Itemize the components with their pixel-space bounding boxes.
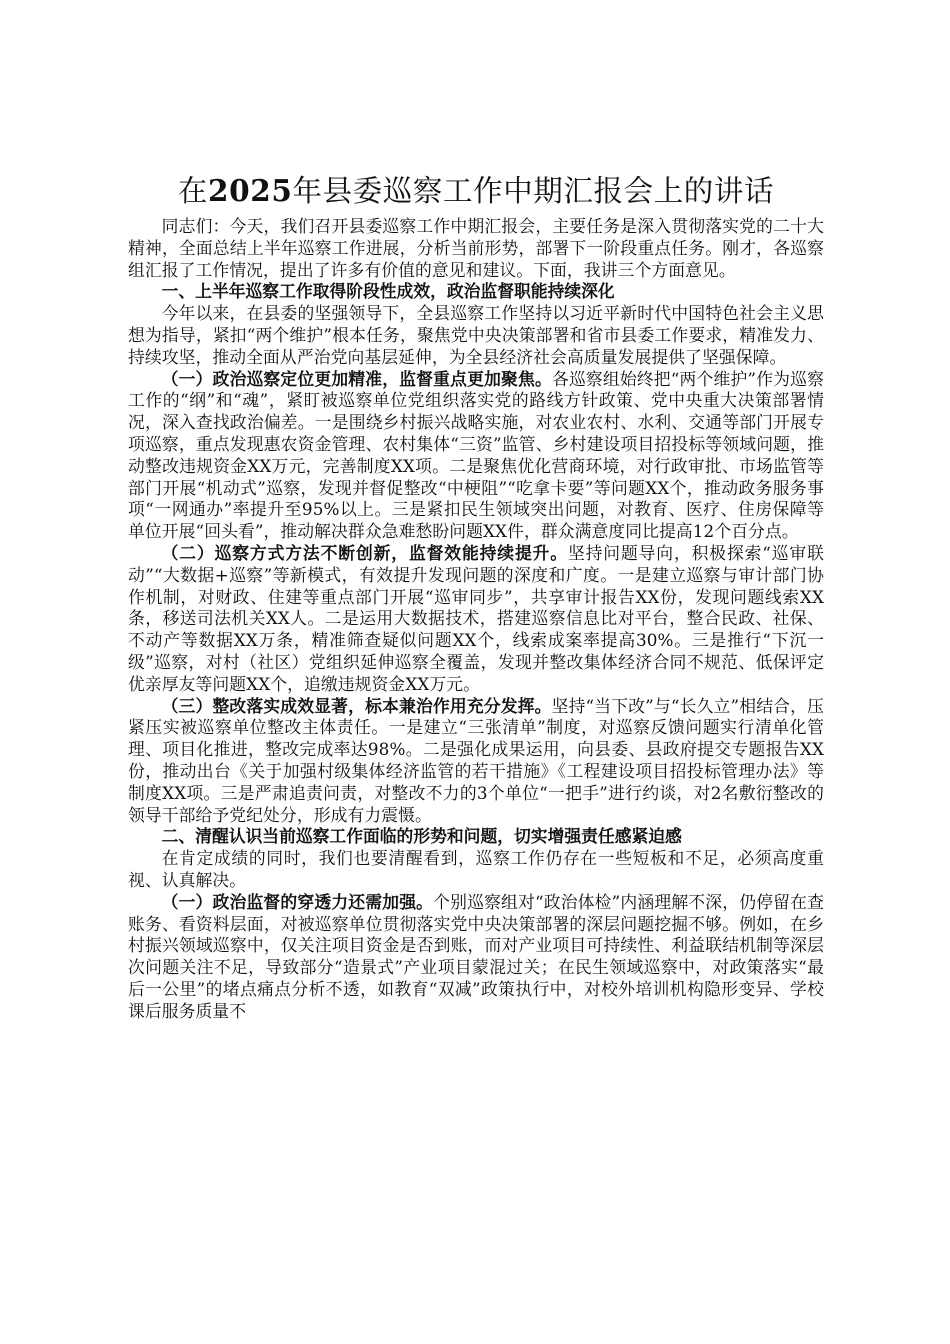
item-body: 个别巡察组对“政治体检”内涵理解不深，仍停留在查账务、看资料层面，对被巡察单位贯彻落实党中央决策部署的深层问题挖掘不够。例如，在乡村振兴领域巡察中，仅关注项目资金是否到账，而对产业项目可持续性、利益联结机制等深层次问题关注不足，导致部分“造景式”产业项目蒙混过关；在民生领域巡察中，对政策落实“最后一公里”的堵点痛点分析不透，如教育“双减”政策执行中，对校外培训机构隐形变异、学校课后服务质量不 [128,891,824,1021]
item-lead: （一）政治巡察定位更加精准，监督重点更加聚焦。 [161,368,552,389]
section-1-item-1 [128,369,824,543]
section-1-item-3 [128,696,824,827]
item-body: 坚持问题导向，积极探索“巡审联动”“大数据+巡察”等新模式，有效提升发现问题的深度和广度。一是建立巡察与审计部门协作机制，对财政、住建等重点部门开展“巡审同步”，共享审计报告XX份，发现问题线索XX条，移送司法机关XX人。二是运用大数据技术，搭建巡察信息比对平台，整合民政、社保、不动产等数据XX万条，精准筛查疑似问题XX个，线索成案率提高30%。三是推行“下沉一级”巡察，对村（社区）党组织延伸巡察全覆盖，发现并整改集体经济合同不规范、低保评定优亲厚友等问题XX个，追缴违规资金XX万元。 [128,542,824,694]
item-body: 各巡察组始终把“两个维护”作为巡察工作的“纲”和“魂”，紧盯被巡察单位党组织落实党的路线方针政策、党中央重大决策部署情况，深入查找政治偏差。一是围绕乡村振兴战略实施，对农业农村、水利、交通等部门开展专项巡察，重点发现惠农资金管理、农村集体“三资”监管、乡村建设项目招投标等领域问题，推动整改违规资金XX万元，完善制度XX项。二是聚焦优化营商环境，对行政审批、市场监管等部门开展“机动式”巡察，发现并督促整改“中梗阻”“吃拿卡要”等问题XX个，推动政务服务事项“一网通办”率提升至95%以上。三是紧扣民生领域突出问题，对教育、医疗、住房保障等单位开展“回头看”，推动解决群众急难愁盼问题XX件，群众满意度同比提高12个百分点。 [128,368,825,542]
item-body: 坚持“当下改”与“长久立”相结合，压紧压实被巡察单位整改主体责任。一是建立“三张清单”制度，对巡察反馈问题实行清单化管理、项目化推进，整改完成率达98%。二是强化成果运用，向县委、县政府提交专题报告XX份，推动出台《关于加强村级集体经济监管的若干措施》《工程建设项目招投标管理办法》等制度XX项。三是严肃追责问责，对整改不力的3个单位“一把手”进行约谈，对2名敷衍整改的领导干部给予党纪处分，形成有力震慑。 [128,695,824,825]
section-1-item-2 [128,543,824,696]
section-2-item-1 [128,892,824,1023]
section-1-overview: 今年以来，在县委的坚强领导下，全县巡察工作坚持以习近平新时代中国特色社会主义思想为指导，紧扣“两个维护”根本任务，聚焦党中央决策部署和省市县委工作要求，精准发力、持续攻坚，推动全面从严治党向基层延伸，为全县经济社会高质量发展提供了坚强保障。 [128,303,824,367]
document-page [128,170,824,1022]
intro-paragraph: 同志们：今天，我们召开县委巡察工作中期汇报会，主要任务是深入贯彻落实党的二十大精神，全面总结上半年巡察工作进展，分析当前形势，部署下一阶段重点任务。刚才，各巡察组汇报了工作情况，提出了许多有价值的意见和建议。下面，我讲三个方面意见。 [128,216,824,280]
title-prefix: 在 [177,174,208,208]
title-suffix: 年县委巡察工作中期汇报会上的讲话 [292,174,775,208]
item-lead: （三）整改落实成效显著，标本兼治作用充分发挥。 [161,695,552,716]
section-1-heading: 一、上半年巡察工作取得阶段性成效，政治监督职能持续深化 [161,281,615,302]
section-2-overview: 在肯定成绩的同时，我们也要清醒看到，巡察工作仍存在一些短板和不足，必须高度重视、认真解决。 [128,848,824,890]
item-lead: （二）巡察方式方法不断创新，监督效能持续提升。 [161,542,568,563]
item-lead: （一）政治监督的穿透力还需加强。 [161,891,434,912]
section-2-heading: 二、清醒认识当前巡察工作面临的形势和问题，切实增强责任感紧迫感 [161,826,682,847]
title-year: 2025 [207,173,293,208]
document-title [128,170,824,212]
